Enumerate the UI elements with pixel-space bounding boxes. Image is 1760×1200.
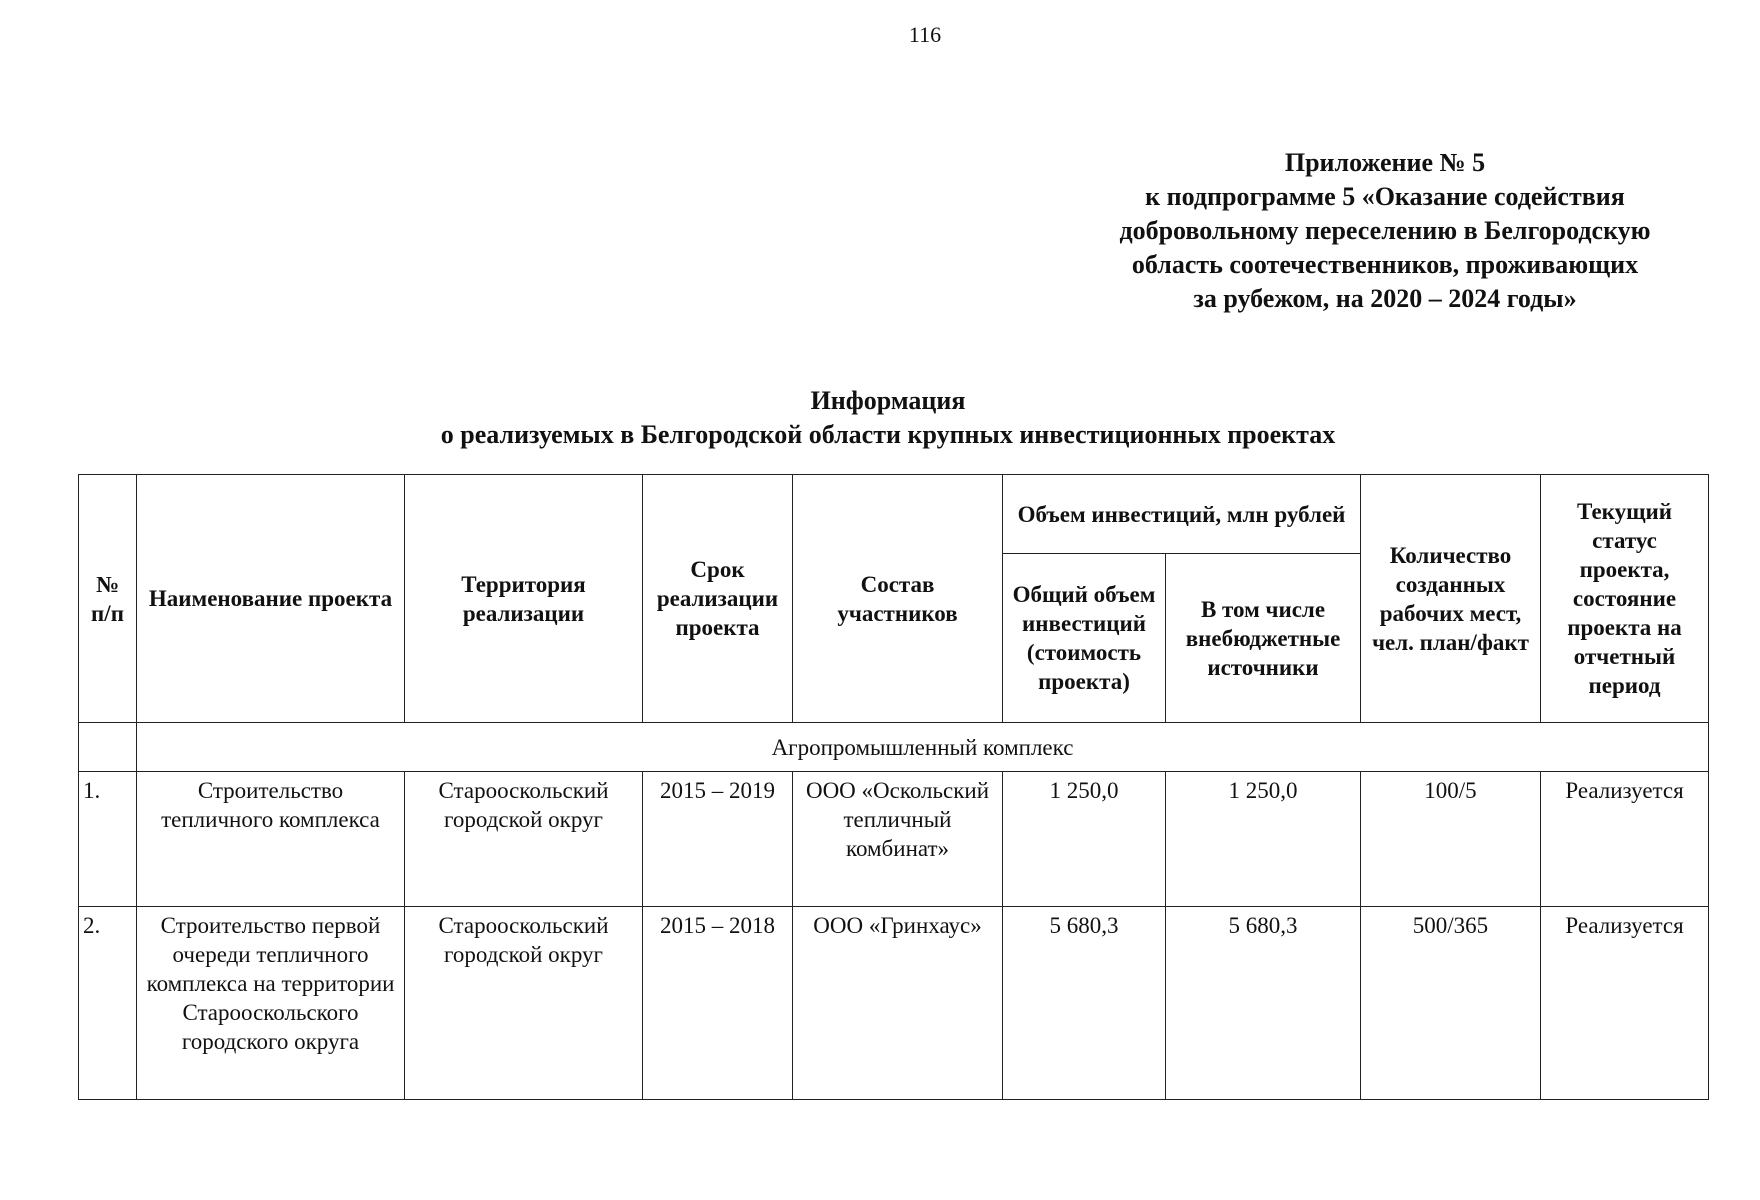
cell-jobs: 100/5 bbox=[1361, 772, 1541, 907]
table-header-row bbox=[79, 475, 1709, 554]
page-number: 116 bbox=[908, 22, 942, 47]
header-territory: Территория реализации bbox=[405, 475, 643, 723]
document-title-line2: о реализуемых в Белгородской области крупных инвестиционных проектах bbox=[440, 420, 1336, 449]
table-row bbox=[79, 907, 1709, 1100]
header-investment-extra: В том числе внебюджетные источники bbox=[1166, 554, 1361, 723]
cell-status: Реализуется bbox=[1541, 772, 1709, 907]
cell-participants: ООО «Оскольский тепличный комбинат» bbox=[793, 772, 1003, 907]
table-section-row bbox=[79, 723, 1709, 772]
header-investment-total: Общий объем инвестиций (стоимость проекта) bbox=[1003, 554, 1166, 723]
cell-term: 2015 – 2019 bbox=[643, 772, 793, 907]
cell-project-name: Строительство тепличного комплекса bbox=[137, 772, 405, 907]
header-project-name: Наименование проекта bbox=[137, 475, 405, 723]
header-num: № п/п bbox=[79, 475, 137, 723]
appendix-heading bbox=[1080, 146, 1690, 316]
cell-participants: ООО «Гринхаус» bbox=[793, 907, 1003, 1100]
appendix-line: к подпрограмме 5 «Оказание содействия bbox=[1145, 182, 1625, 211]
cell-jobs: 500/365 bbox=[1361, 907, 1541, 1100]
cell-investment-extra: 1 250,0 bbox=[1166, 772, 1361, 907]
appendix-line: добровольному переселению в Белгородскую bbox=[1119, 216, 1651, 245]
header-investment-group: Объем инвестиций, млн рублей bbox=[1003, 475, 1361, 554]
header-jobs: Количество созданных рабочих мест, чел. план/факт bbox=[1361, 475, 1541, 723]
document-title-line1: Информация bbox=[810, 386, 966, 415]
appendix-line: Приложение № 5 bbox=[1284, 148, 1486, 177]
cell-status: Реализуется bbox=[1541, 907, 1709, 1100]
cell-term: 2015 – 2018 bbox=[643, 907, 793, 1100]
cell-num: 2. bbox=[79, 907, 137, 1100]
document-title bbox=[78, 384, 1698, 452]
appendix-line: за рубежом, на 2020 – 2024 годы» bbox=[1193, 284, 1577, 313]
table-row bbox=[79, 772, 1709, 907]
cell-investment-extra: 5 680,3 bbox=[1166, 907, 1361, 1100]
section-empty-cell bbox=[79, 723, 137, 772]
cell-num: 1. bbox=[79, 772, 137, 907]
appendix-line: область соотечественников, проживающих bbox=[1131, 250, 1639, 279]
cell-investment-total: 5 680,3 bbox=[1003, 907, 1166, 1100]
projects-table bbox=[78, 474, 1709, 1100]
section-title: Агропромышленный комплекс bbox=[137, 723, 1709, 772]
cell-investment-total: 1 250,0 bbox=[1003, 772, 1166, 907]
header-participants: Состав участников bbox=[793, 475, 1003, 723]
header-term: Срок реализации проекта bbox=[643, 475, 793, 723]
cell-project-name: Строительство первой очереди тепличного комплекса на территории Старооскольского городского округа bbox=[137, 907, 405, 1100]
cell-territory: Старооскольский городской округ bbox=[405, 907, 643, 1100]
header-status: Текущий статус проекта, состояние проекта на отчетный период bbox=[1541, 475, 1709, 723]
cell-territory: Старооскольский городской округ bbox=[405, 772, 643, 907]
